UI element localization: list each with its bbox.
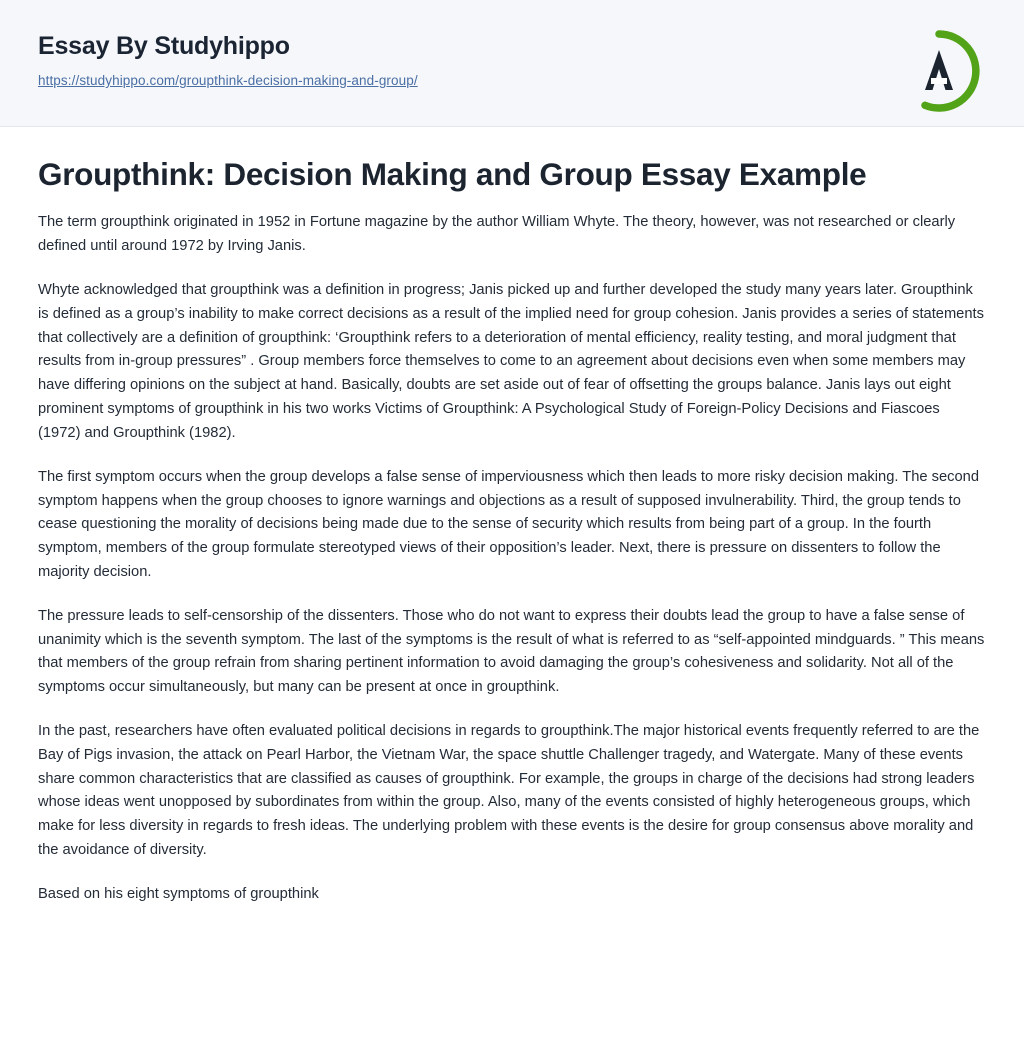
article-paragraph: In the past, researchers have often evaluated political decisions in regards to groupthink.The major historical events frequently referred to are the Bay of Pigs invasion, the attack on Pearl Harbor, the Vietnam War, the space shuttle Challenger tragedy, and Watergate. Many of these events share common characteristics that are classified as causes of groupthink. For example, the groups in charge of the decisions had strong leaders whose ideas went unopposed by subordinates from within the group. Also, many of the events consisted of highly heterogeneous groups, which make for less diversity in regards to fresh ideas. The underlying problem with these events is the desire for group consensus above morality and the avoidance of diversity. <box>38 723 980 859</box>
article-source-url[interactable]: https://studyhippo.com/groupthink-decision-making-and-group/ <box>38 73 418 88</box>
studyhippo-a-logo-icon[interactable] <box>896 28 982 114</box>
article-paragraph: The pressure leads to self-censorship of the dissenters. Those who do not want to express their doubts lead the group to have a false sense of unanimity which is the seventh symptom. The last of the symptoms is the result of what is referred to as “self-appointed mindguards. ” This means that members of the group refrain from sharing pertinent information to avoid damaging the group’s cohesiveness and solidarity. Not all of the symptoms occur simultaneously, but many can be present at once in groupthink. <box>38 607 985 696</box>
article-paragraph: Whyte acknowledged that groupthink was a definition in progress; Janis picked up and further developed the study many years later. Groupthink is defined as a group’s inability to make correct decisions as a result of the implied need for group cohesion. Janis provides a series of statements that collectively are a definition of groupthink: ‘Groupthink refers to a deterioration of mental efficiency, reality testing, and moral judgment that results from in-group pressures” . Group members force themselves to come to an agreement about decisions even when some members may have differing opinions on the subject at hand. Basically, doubts are set aside out of fear of offsetting the groups balance. Janis lays out eight prominent symptoms of groupthink in his two works Victims of Groupthink: A Psychological Study of Foreign-Policy Decisions and Fiascoes (1972) and Groupthink (1982). <box>38 282 984 441</box>
site-brand-title: Essay By Studyhippo <box>38 32 290 60</box>
article-paragraph: The first symptom occurs when the group develops a false sense of imperviousness which then leads to more risky decision making. The second symptom happens when the group chooses to ignore warnings and objections as a result of supposed invulnerability. Third, the group tends to cease questioning the morality of decisions being made due to the sense of security which results from being part of a group. In the fourth symptom, members of the group formulate stereotyped views of their opposition’s leader. Next, there is pressure on dissenters to follow the majority decision. <box>38 468 980 580</box>
article-body <box>0 127 1024 937</box>
article-paragraph: The term groupthink originated in 1952 in Fortune magazine by the author William Whyte. The theory, however, was not researched or clearly defined until around 1972 by Irving Janis. <box>38 214 956 255</box>
brand-block <box>38 34 418 88</box>
article-paragraph: Based on his eight symptoms of groupthink <box>38 885 319 902</box>
page-title: Groupthink: Decision Making and Group Essay Example <box>38 156 867 192</box>
site-header <box>0 0 1024 127</box>
